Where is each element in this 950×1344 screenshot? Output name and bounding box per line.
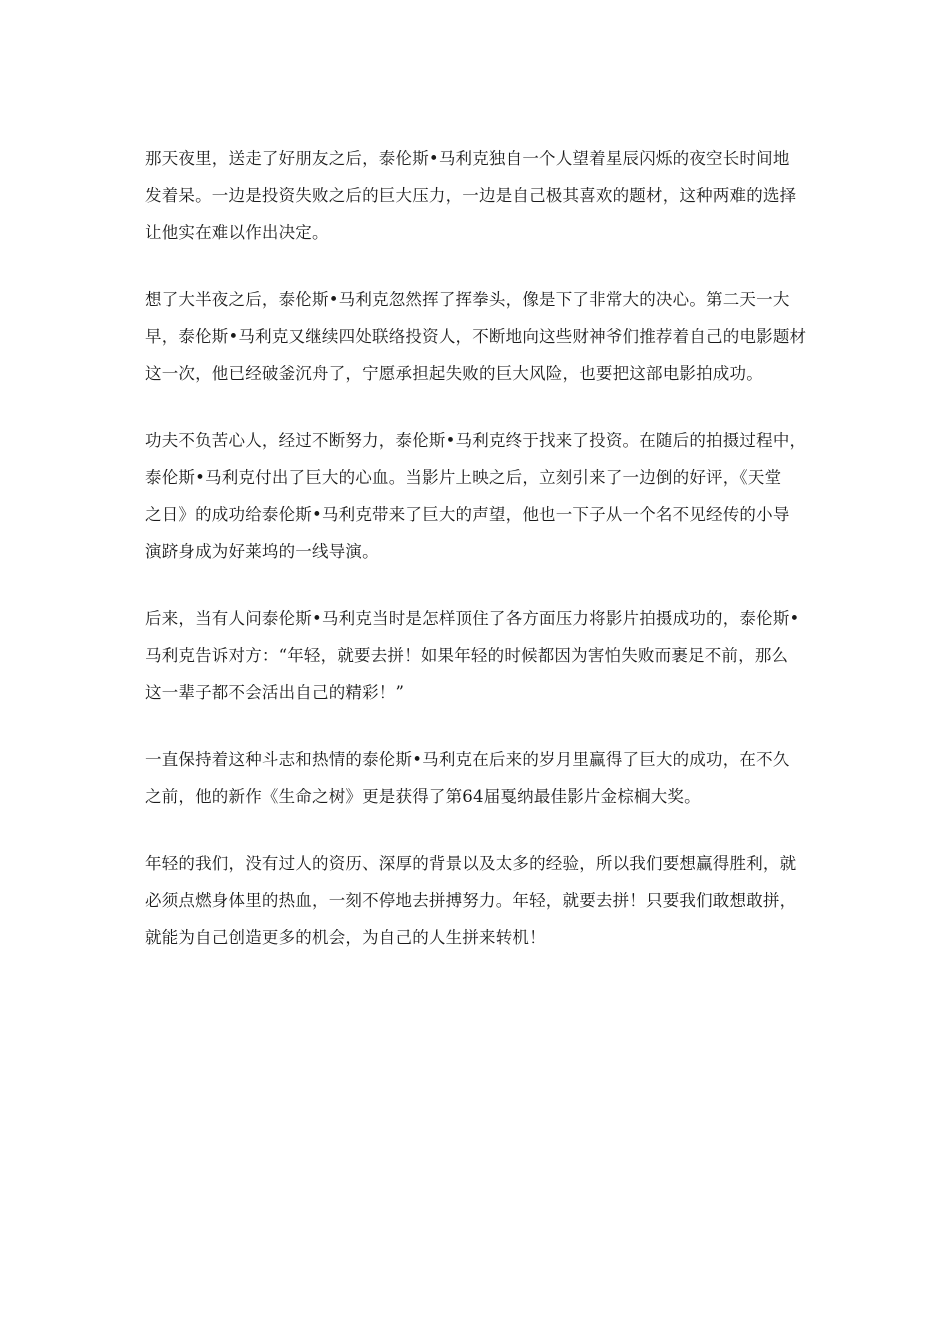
text-line: 演跻身成为好莱坞的一线导演。 — [145, 542, 379, 561]
text-line: 这一次，他已经破釜沉舟了，宁愿承担起失败的巨大风险，也要把这部电影拍成功。 — [145, 364, 763, 383]
text-line: 年轻的我们，没有过人的资历、深厚的背景以及太多的经验，所以我们要想赢得胜利，就 — [145, 854, 797, 873]
paragraph — [145, 281, 810, 392]
text-line: 那天夜里，送走了好朋友之后，泰伦斯•马利克独自一个人望着星辰闪烁的夜空长时间地 — [145, 149, 790, 168]
text-line: 泰伦斯•马利克付出了巨大的心血。当影片上映之后，立刻引来了一边倒的好评，《天堂 — [145, 468, 782, 487]
article-body — [145, 140, 810, 986]
text-line: 让他实在难以作出决定。 — [145, 223, 329, 242]
text-line: 之日》的成功给泰伦斯•马利克带来了巨大的声望，他也一下子从一个名不见经传的小导 — [145, 505, 790, 524]
text-line: 发着呆。一边是投资失败之后的巨大压力，一边是自己极其喜欢的题材，这种两难的选择 — [145, 186, 797, 205]
text-line: 就能为自己创造更多的机会，为自己的人生拼来转机！ — [145, 928, 546, 947]
text-line: 早，泰伦斯•马利克又继续四处联络投资人，不断地向这些财神爷们推荐着自己的电影题材 — [145, 327, 807, 346]
text-line: 必须点燃身体里的热血，一刻不停地去拼搏努力。年轻，就要去拼！只要我们敢想敢拼， — [145, 891, 797, 910]
text-line: 想了大半夜之后，泰伦斯•马利克忽然挥了挥拳头，像是下了非常大的决心。第二天一大 — [145, 290, 790, 309]
text-line: 后来，当有人问泰伦斯•马利克当时是怎样顶住了各方面压力将影片拍摄成功的，泰伦斯• — [145, 609, 800, 628]
text-line: 之前，他的新作《生命之树》更是获得了第64届戛纳最佳影片金棕榈大奖。 — [145, 787, 701, 806]
text-line: 这一辈子都不会活出自己的精彩！” — [145, 683, 405, 702]
paragraph — [145, 422, 810, 570]
paragraph — [145, 741, 810, 815]
paragraph — [145, 140, 810, 251]
paragraph — [145, 845, 810, 956]
paragraph — [145, 600, 810, 711]
text-line: 一直保持着这种斗志和热情的泰伦斯•马利克在后来的岁月里赢得了巨大的成功，在不久 — [145, 750, 790, 769]
text-line: 功夫不负苦心人，经过不断努力，泰伦斯•马利克终于找来了投资。在随后的拍摄过程中， — [145, 431, 807, 450]
text-line: 马利克告诉对方：“年轻，就要去拼！如果年轻的时候都因为害怕失败而裹足不前，那么 — [145, 646, 789, 665]
